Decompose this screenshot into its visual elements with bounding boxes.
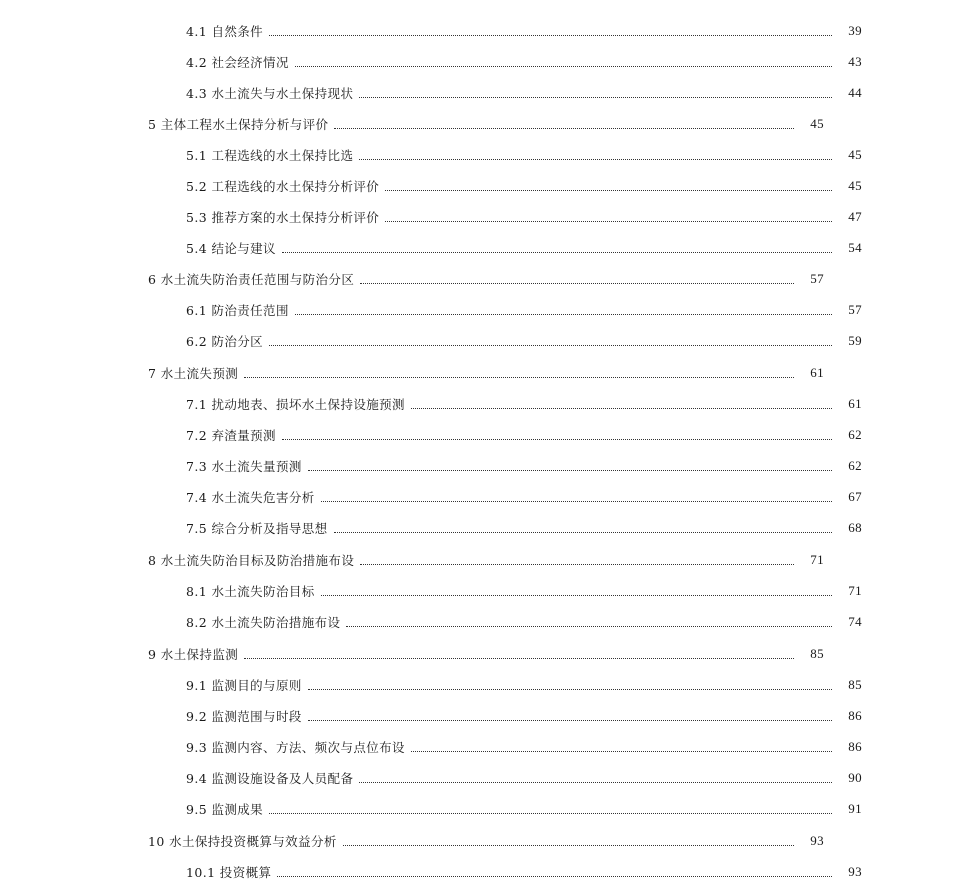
toc-entry-title: 5.1 工程选线的水土保持比选: [186, 148, 354, 163]
toc-entry-title: 8.2 水土流失防治措施布设: [186, 615, 341, 630]
toc-entry-9-5[interactable]: [0, 798, 980, 820]
toc-page-number: 67: [848, 489, 862, 504]
toc-entry-title: 6.2 防治分区: [186, 334, 264, 349]
toc-dot-leader: [359, 781, 832, 783]
toc-entry-4-3[interactable]: [0, 82, 980, 104]
toc-entry-title: 6.1 防治责任范围: [186, 303, 289, 318]
toc-chapter-7[interactable]: [0, 362, 942, 384]
toc-page-number: 47: [848, 209, 862, 224]
toc-entry-9-3[interactable]: [0, 736, 980, 758]
toc-dot-leader: [244, 657, 794, 659]
toc-entry-4-1[interactable]: [0, 20, 980, 42]
toc-chapter-title: 10 水土保持投资概算与效益分析: [148, 834, 337, 849]
toc-dot-leader: [269, 34, 832, 36]
toc-page-number: 71: [848, 583, 862, 598]
toc-entry-10-1[interactable]: [0, 861, 980, 883]
toc-entry-title: 9.4 监测设施设备及人员配备: [186, 771, 354, 786]
toc-entry-title: 7.4 水土流失危害分析: [186, 490, 315, 505]
toc-dot-leader: [343, 844, 794, 846]
toc-entry-title: 7.5 综合分析及指导思想: [186, 521, 328, 536]
toc-page-number: 71: [810, 552, 824, 567]
toc-page-number: 45: [848, 178, 862, 193]
toc-dot-leader: [269, 812, 832, 814]
toc-dot-leader: [269, 344, 832, 346]
toc-page-number: 54: [848, 240, 862, 255]
toc-entry-title: 7.3 水土流失量预测: [186, 459, 302, 474]
toc-page-number: 62: [848, 458, 862, 473]
toc-entry-7-1[interactable]: [0, 393, 980, 415]
toc-entry-5-3[interactable]: [0, 206, 980, 228]
toc-entry-7-3[interactable]: [0, 455, 980, 477]
toc-entry-title: 5.2 工程选线的水土保持分析评价: [186, 179, 380, 194]
toc-page-number: 93: [810, 833, 824, 848]
toc-entry-7-4[interactable]: [0, 486, 980, 508]
toc-entry-5-2[interactable]: [0, 175, 980, 197]
toc-page-number: 68: [848, 520, 862, 535]
toc-dot-leader: [360, 563, 794, 565]
toc-entry-5-1[interactable]: [0, 144, 980, 166]
toc-page-number: 57: [848, 302, 862, 317]
toc-entry-title: 4.1 自然条件: [186, 24, 264, 39]
toc-dot-leader: [385, 220, 832, 222]
toc-chapter-title: 6 水土流失防治责任范围与防治分区: [148, 272, 355, 287]
toc-page-number: 39: [848, 23, 862, 38]
toc-entry-title: 7.2 弃渣量预测: [186, 428, 276, 443]
toc-dot-leader: [295, 65, 832, 67]
toc-chapter-5[interactable]: [0, 113, 942, 135]
toc-chapter-title: 7 水土流失预测: [148, 366, 239, 381]
toc-entry-6-2[interactable]: [0, 330, 980, 352]
toc-dot-leader: [282, 251, 832, 253]
toc-entry-title: 5.3 推荐方案的水土保持分析评价: [186, 210, 380, 225]
toc-entry-title: 9.2 监测范围与时段: [186, 709, 302, 724]
toc-chapter-title: 9 水土保持监测: [148, 647, 239, 662]
toc-dot-leader: [295, 313, 832, 315]
toc-chapter-8[interactable]: [0, 549, 942, 571]
toc-chapter-9[interactable]: [0, 643, 942, 665]
toc-page-number: 43: [848, 54, 862, 69]
toc-dot-leader: [385, 189, 832, 191]
toc-entry-6-1[interactable]: [0, 299, 980, 321]
toc-page-number: 61: [810, 365, 824, 380]
toc-dot-leader: [360, 282, 794, 284]
toc-entry-8-2[interactable]: [0, 611, 980, 633]
toc-dot-leader: [308, 688, 832, 690]
toc-chapter-title: 5 主体工程水土保持分析与评价: [148, 117, 329, 132]
toc-page-number: 91: [848, 801, 862, 816]
toc-entry-8-1[interactable]: [0, 580, 980, 602]
toc-page-number: 90: [848, 770, 862, 785]
toc-entry-title: 9.1 监测目的与原则: [186, 678, 302, 693]
toc-dot-leader: [308, 469, 832, 471]
toc-entry-title: 9.5 监测成果: [186, 802, 264, 817]
toc-entry-7-5[interactable]: [0, 517, 980, 539]
toc-entry-9-4[interactable]: [0, 767, 980, 789]
toc-dot-leader: [359, 96, 832, 98]
toc-dot-leader: [321, 500, 832, 502]
toc-entry-title: 8.1 水土流失防治目标: [186, 584, 315, 599]
toc-entry-4-2[interactable]: [0, 51, 980, 73]
toc-page-number: 57: [810, 271, 824, 286]
toc-page-number: 85: [810, 646, 824, 661]
toc-page-number: 44: [848, 85, 862, 100]
toc-dot-leader: [321, 594, 832, 596]
toc-chapter-6[interactable]: [0, 268, 942, 290]
toc-entry-title: 9.3 监测内容、方法、频次与点位布设: [186, 740, 405, 755]
toc-entry-9-1[interactable]: [0, 674, 980, 696]
toc-page-number: 86: [848, 708, 862, 723]
toc-page-number: 93: [848, 864, 862, 879]
toc-entry-5-4[interactable]: [0, 237, 980, 259]
toc-dot-leader: [334, 127, 794, 129]
toc-page-number: 86: [848, 739, 862, 754]
toc-page-number: 74: [848, 614, 862, 629]
toc-entry-9-2[interactable]: [0, 705, 980, 727]
toc-page-number: 59: [848, 333, 862, 348]
toc-dot-leader: [334, 531, 832, 533]
toc-entry-title: 4.2 社会经济情况: [186, 55, 289, 70]
toc-entry-title: 5.4 结论与建议: [186, 241, 276, 256]
toc-dot-leader: [244, 376, 794, 378]
toc-dot-leader: [282, 438, 832, 440]
toc-dot-leader: [308, 719, 832, 721]
toc-entry-7-2[interactable]: [0, 424, 980, 446]
toc-chapter-10[interactable]: [0, 830, 942, 852]
toc-page-number: 62: [848, 427, 862, 442]
toc-page-number: 61: [848, 396, 862, 411]
toc-dot-leader: [411, 750, 832, 752]
toc-page-number: 85: [848, 677, 862, 692]
toc-dot-leader: [346, 625, 832, 627]
toc-entry-title: 10.1 投资概算: [186, 865, 272, 880]
toc-dot-leader: [359, 158, 832, 160]
toc-page-number: 45: [848, 147, 862, 162]
toc-entry-title: 7.1 扰动地表、损坏水土保持设施预测: [186, 397, 405, 412]
toc-entry-title: 4.3 水土流失与水土保持现状: [186, 86, 354, 101]
toc-dot-leader: [411, 407, 832, 409]
toc-page-number: 45: [810, 116, 824, 131]
toc-dot-leader: [277, 875, 832, 877]
toc-chapter-title: 8 水土流失防治目标及防治措施布设: [148, 553, 355, 568]
